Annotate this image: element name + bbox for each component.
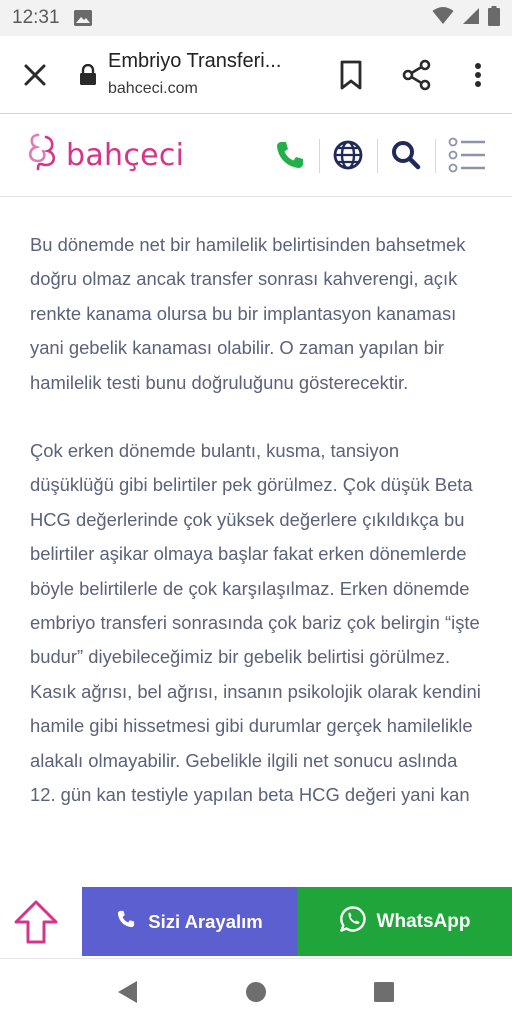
whatsapp-button[interactable] — [297, 887, 512, 956]
whatsapp-icon — [339, 905, 367, 939]
logo-text: bahçeci — [66, 137, 185, 173]
lock-icon — [78, 64, 98, 86]
site-header — [0, 115, 512, 197]
search-icon[interactable] — [386, 135, 426, 175]
phone-icon[interactable] — [270, 135, 310, 175]
back-icon[interactable] — [112, 977, 142, 1007]
call-me-label: Sizi Arayalım — [148, 910, 263, 932]
browser-toolbar — [0, 36, 512, 114]
header-divider — [435, 139, 436, 173]
call-me-button[interactable] — [82, 887, 297, 956]
wifi-icon — [432, 7, 454, 30]
whatsapp-label: WhatsApp — [376, 910, 471, 932]
logo-mark-icon — [26, 131, 60, 180]
page-url[interactable]: bahceci.com — [108, 80, 198, 97]
header-divider — [319, 139, 320, 173]
phone-icon — [116, 909, 136, 934]
menu-list-icon[interactable] — [446, 135, 488, 175]
page-title: Embriyo Transferi... — [108, 50, 282, 72]
globe-icon[interactable] — [328, 135, 368, 175]
status-bar — [0, 0, 512, 36]
home-icon[interactable] — [241, 977, 271, 1007]
share-icon[interactable] — [400, 58, 434, 92]
more-options-icon[interactable] — [466, 58, 490, 92]
signal-icon — [462, 7, 480, 30]
battery-icon — [488, 6, 500, 31]
scroll-top-arrow-icon[interactable] — [12, 898, 60, 946]
system-nav-bar — [0, 958, 512, 1024]
article-paragraph: Çok erken dönemde bulantı, kusma, tansiyon düşüklüğü gibi belirtiler pek görülmez. Çok düşük Beta HCG değerlerinde çok yüksek değerlere çıkıldıkça bu belirtiler aşikar olmaya başlar fakat erken dönemlerde böyle belirtilerle de çok karşılaşılmaz. Erken dönemde embriyo transferi sonrasında çok bariz çok belirgin “işte budur” diyebileceğimiz bir gebelik belirtisi görülmez. Kasık ağrısı, bel ağrısı, insanın psikolojik olarak kendini hamile gibi hissetmesi gibi durumlar gerçek hamilelikle alakalı olmayabilir. Gebelikle ilgili net sonucu aslında 12. gün kan testiyle yapılan beta HCG değeri yani kan — [30, 440, 481, 806]
article-content — [0, 198, 512, 958]
bookmark-icon[interactable] — [336, 58, 366, 92]
header-divider — [377, 139, 378, 173]
status-time: 12:31 — [12, 7, 60, 28]
article-paragraph: Bu dönemde net bir hamilelik belirtisinden bahsetmek doğru olmaz ancak transfer sonrası kahverengi, açık renkte kanama olursa bu bir implantasyon kanaması yani gebelik kanaması olabilir. O zaman yapılan bir hamilelik testi bunu doğruluğunu gösterecektir. — [30, 234, 466, 393]
close-icon[interactable] — [18, 58, 52, 92]
recents-icon[interactable] — [369, 977, 399, 1007]
photo-notification-icon — [74, 10, 92, 26]
site-logo[interactable] — [26, 127, 184, 183]
